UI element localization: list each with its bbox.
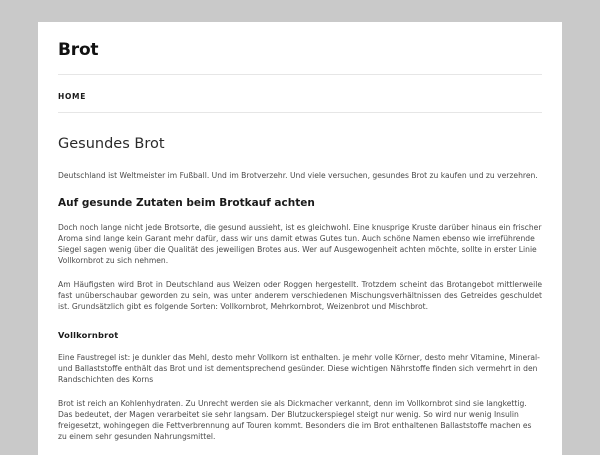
site-header: [58, 22, 542, 74]
site-title: Brot: [58, 40, 99, 60]
primary-navigation: [58, 74, 542, 113]
section-heading-zutaten: Auf gesunde Zutaten beim Brotkauf achten: [58, 197, 315, 210]
section-1-paragraph-1: Doch noch lange nicht jede Brotsorte, die gesund aussieht, ist es gleichwohl. Eine knusprige Kruste darüber hinaus ein frischer Aroma sind lange kein Garant mehr dafür, dass wir uns damit etwas Gutes tun. Auch schöne Namen ebenso wie irreführende Siegel sagen wenig über die Qualität des jeweiligen Brotes aus. Wer auf Ausgewogenheit achten möchte, sollte in erster Linie Vollkornbrot zu sich nehmen.: [58, 222, 542, 265]
section-1-paragraph-2: Am Häufigsten wird Brot in Deutschland aus Weizen oder Roggen hergestellt. Trotzdem scheint das Brotangebot mittlerweile fast unüberschaubar geworden zu sein, was unter anderem verschiedenen Mischungsverhältnissen des Getreides geschuldet ist. Grundsätzlich gibt es folgende Sorten: Vollkornbrot, Mehrkornbrot, Weizenbrot und Mischbrot.: [58, 279, 542, 311]
intro-paragraph: Deutschland ist Weltmeister im Fußball. Und im Brotverzehr. Und viele versuchen, gesundes Brot zu kaufen und zu verzehren.: [58, 171, 538, 181]
nav-item-home[interactable]: [58, 84, 86, 103]
section-2-paragraph-2: Brot ist reich an Kohlenhydraten. Zu Unrecht werden sie als Dickmacher verkannt, denn im Vollkornbrot sind sie langkettig. Das bedeutet, der Magen verarbeitet sie sehr langsam. Der Blutzuckerspiegel steigt nur wenig. So wird nur wenig Insulin freigesetzt, wohingegen die Fettverbrennung auf Touren kommt. Besonders die im Brot enthaltenen Ballaststoffe machen es zu einem sehr gesunden Nahrungsmittel.: [58, 398, 532, 441]
page-title: Gesundes Brot: [58, 136, 165, 153]
entry-content: [58, 170, 542, 441]
section-heading-vollkornbrot: Vollkornbrot: [58, 329, 119, 340]
page-card: [38, 22, 562, 455]
section-2-paragraph-1: Eine Faustregel ist: je dunkler das Mehl, desto mehr Vollkorn ist enthalten. je mehr volle Körner, desto mehr Vitamine, Mineral- und Ballaststoffe enthält das Brot und ist dementsprechend gesünder. Diese wichtigen Nährstoffe finden sich vermehrt in den Randschichten des Korns: [58, 352, 540, 384]
nav-list: [58, 84, 542, 103]
nav-link-home[interactable]: HOME: [58, 92, 87, 102]
article: [58, 113, 542, 441]
